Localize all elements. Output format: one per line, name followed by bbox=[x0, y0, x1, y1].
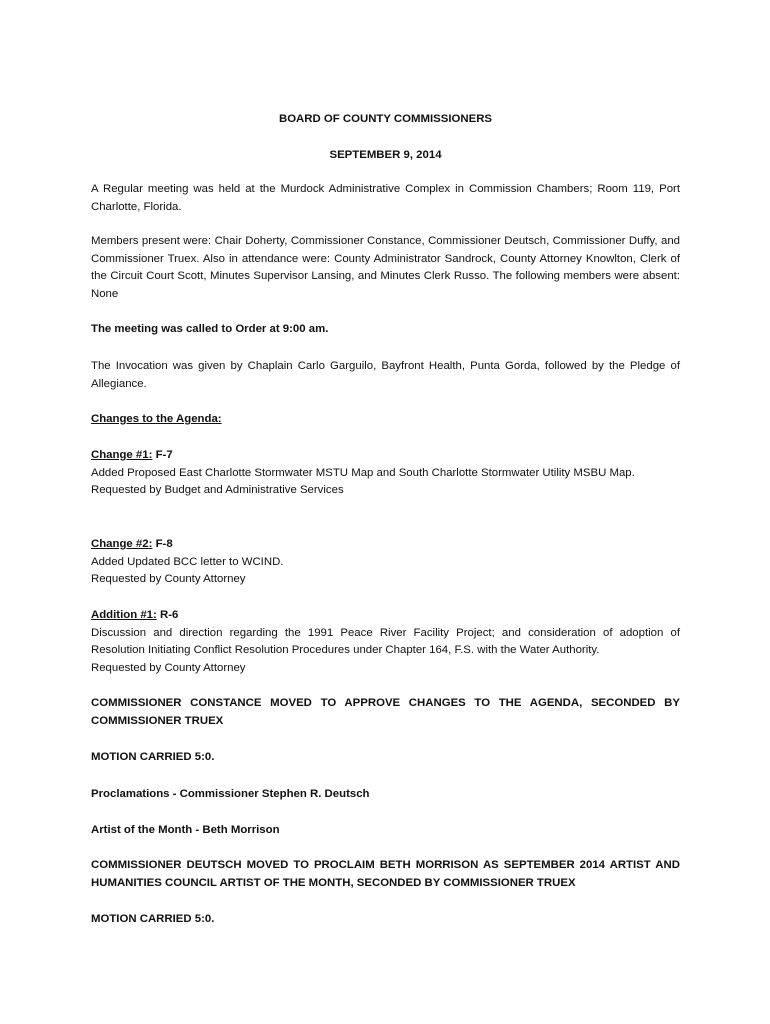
addition-1-requested-by: Requested by County Attorney bbox=[91, 661, 246, 674]
invocation-paragraph: The Invocation was given by Chaplain Carlo Garguilo, Bayfront Health, Punta Gorda, followed by the Pledge of Allegiance. bbox=[91, 360, 680, 390]
meeting-date: SEPTEMBER 9, 2014 bbox=[329, 149, 442, 161]
change-2-code: F-8 bbox=[152, 538, 173, 550]
addition-1-label: Addition #1: bbox=[91, 609, 157, 621]
changes-heading: Changes to the Agenda: bbox=[91, 413, 222, 425]
motion-1-result: MOTION CARRIED 5:0. bbox=[91, 751, 215, 763]
change-2-label: Change #2: bbox=[91, 538, 153, 550]
change-1-section bbox=[91, 447, 680, 500]
members-paragraph: Members present were: Chair Doherty, Commissioner Constance, Commissioner Deutsch, Commissioner Duffy, and Commissioner Truex. Also in attendance were: County Administrator Sandrock, County Attorney Knowlton, Clerk of the Circuit Court Scott, Minutes Supervisor Lansing, and Minutes Clerk Russo. The following members were absent: None bbox=[91, 235, 680, 300]
change-1-description: Added Proposed East Charlotte Stormwater MSTU Map and South Charlotte Stormwater Utility MSBU Map. bbox=[91, 466, 635, 479]
motion-2-result: MOTION CARRIED 5:0. bbox=[91, 913, 215, 925]
change-2-description: Added Updated BCC letter to WCIND. bbox=[91, 555, 284, 568]
proclamations-heading: Proclamations - Commissioner Stephen R. Deutsch bbox=[91, 788, 370, 800]
change-2-section bbox=[91, 536, 680, 589]
motion-2: COMMISSIONER DEUTSCH MOVED TO PROCLAIM BETH MORRISON AS SEPTEMBER 2014 ARTIST AND HUMANITIES COUNCIL ARTIST OF THE MONTH, SECONDED BY COMMISSIONER TRUEX bbox=[91, 859, 680, 889]
motion-1: COMMISSIONER CONSTANCE MOVED TO APPROVE CHANGES TO THE AGENDA, SECONDED BY COMMISSIONER TRUEX bbox=[91, 697, 680, 727]
document-title: BOARD OF COUNTY COMMISSIONERS bbox=[278, 113, 493, 125]
change-1-requested-by: Requested by Budget and Administrative Services bbox=[91, 484, 344, 497]
call-to-order: The meeting was called to Order at 9:00 am. bbox=[91, 323, 329, 335]
artist-of-month: Artist of the Month - Beth Morrison bbox=[91, 824, 280, 836]
change-1-code: F-7 bbox=[152, 449, 173, 461]
addition-1-description: Discussion and direction regarding the 1991 Peace River Facility Project; and consideration of adoption of Resolution Initiating Conflict Resolution Procedures under Chapter 164, F.S. with the Water Authority. bbox=[91, 626, 680, 657]
addition-1-section bbox=[91, 607, 680, 677]
change-2-requested-by: Requested by County Attorney bbox=[91, 573, 246, 586]
addition-1-code: R-6 bbox=[156, 609, 179, 621]
intro-paragraph: A Regular meeting was held at the Murdock Administrative Complex in Commission Chambers; Room 119, Port Charlotte, Florida. bbox=[91, 183, 680, 213]
change-1-label: Change #1: bbox=[91, 449, 153, 461]
